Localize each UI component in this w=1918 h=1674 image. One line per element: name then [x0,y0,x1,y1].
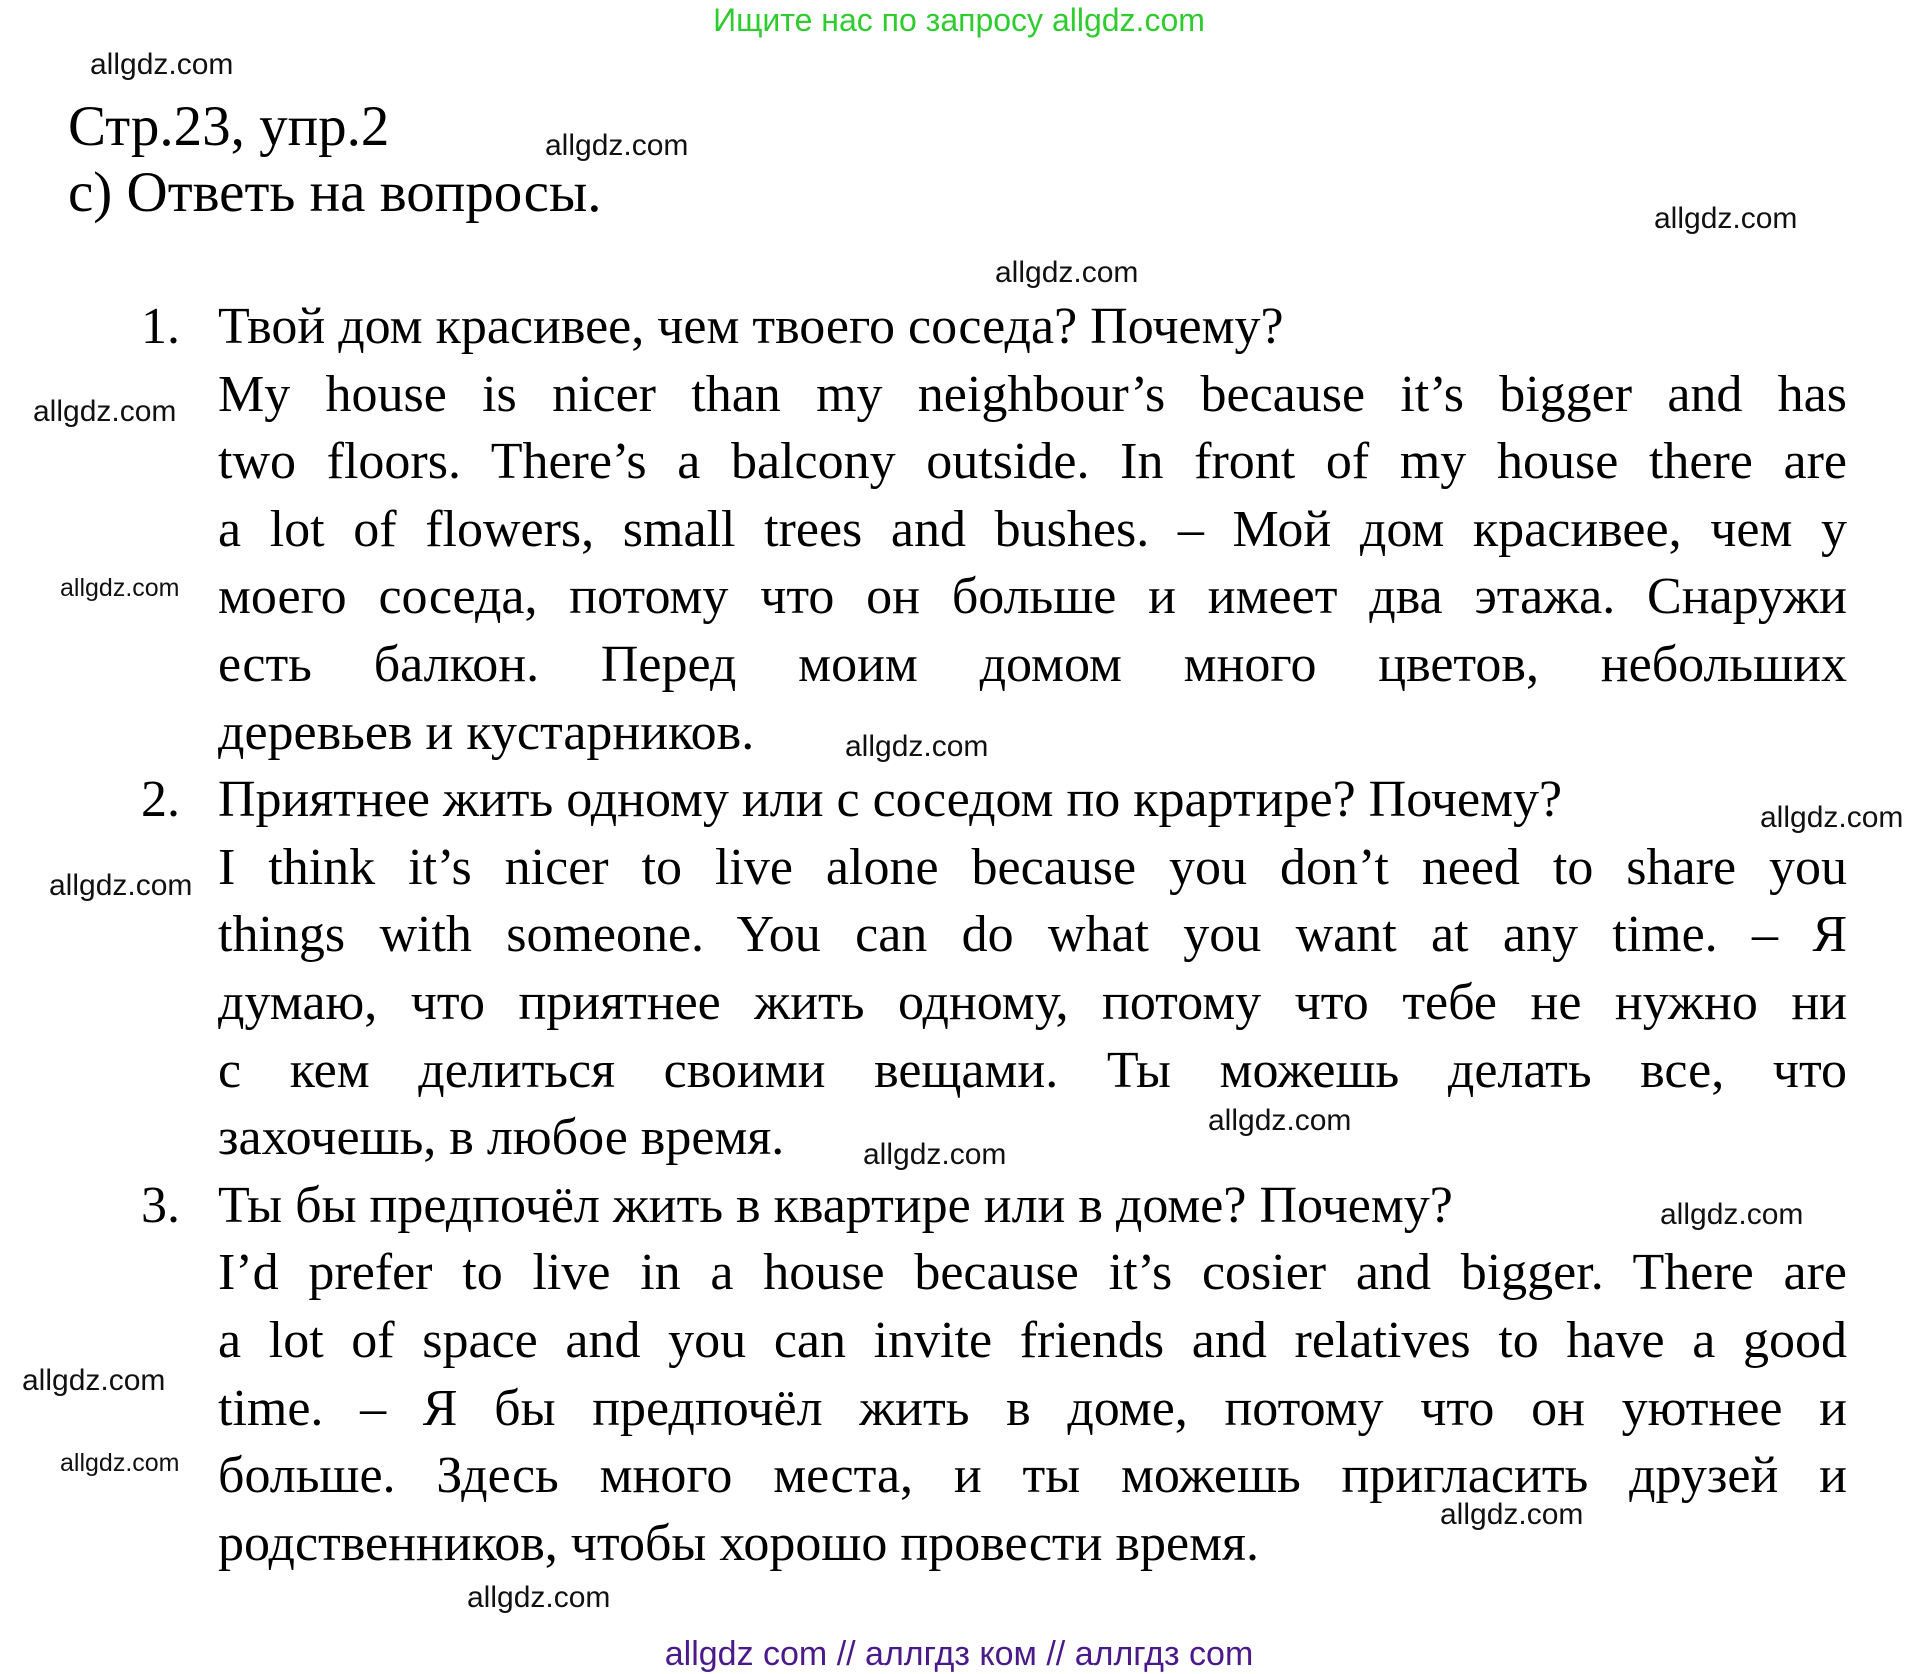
watermark: allgdz.com [1654,202,1798,235]
watermark: allgdz.com [863,1138,1007,1171]
question-1 [0,293,1918,766]
watermark: allgdz.com [845,730,989,763]
watermark: allgdz.com [1660,1198,1804,1231]
watermark: allgdz.com [545,129,689,162]
watermark: allgdz.com [49,869,193,902]
watermark: allgdz.com [1760,801,1904,834]
answer-line: моего соседа, потому что он больше и имеет два этажа. Снаружи [218,568,1847,626]
answer-line: родственников, чтобы хорошо провести время. [218,1514,1259,1572]
question-3 [0,1172,1918,1578]
watermark: allgdz.com [22,1364,166,1397]
watermark: allgdz.com [60,574,180,602]
watermark: allgdz.com [1208,1104,1352,1137]
question-number: 1. [141,298,180,355]
answer-line: больше. Здесь много места, и ты можешь пригласить друзей и [218,1447,1847,1505]
answer-line: a lot of flowers, small trees and bushes. – Мой дом красивее, чем у [218,500,1847,558]
answer-line: time. – Я бы предпочёл жить в доме, потому что он уютнее и [218,1379,1847,1437]
question-2 [0,766,1918,1172]
watermark: allgdz.com [467,1581,611,1614]
watermark: allgdz.com [1440,1498,1584,1531]
task-title: c) Ответь на вопросы. [68,161,602,224]
watermark: allgdz.com [60,1449,180,1477]
answer-line: захочешь, в любое время. [218,1109,785,1167]
answer-line: things with someone. You can do what you want at any time. – Я [218,906,1847,964]
answer-line: a lot of space and you can invite friends and relatives to have a good [218,1311,1847,1369]
question-number: 3. [141,1176,180,1234]
question-number: 2. [141,771,180,829]
answers [0,293,1918,1577]
question-text: Приятнее жить одному или с соседом по крартире? Почему? [218,771,1563,829]
watermark: allgdz.com [33,395,177,428]
question-text: Ты бы предпочёл жить в квартире или в доме? Почему? [218,1176,1453,1234]
answer-line: two floors. There’s a balcony outside. In front of my house there are [218,433,1847,491]
top-banner: Ищите нас по запросу allgdz.com [713,2,1205,38]
answer-line: My house is nicer than my neighbour’s because it’s bigger and has [218,365,1847,423]
answer-line: есть балкон. Перед моим домом много цветов, небольших [218,635,1847,693]
watermark: allgdz.com [90,48,234,81]
bottom-banner: allgdz com // аллгдз ком // аллгдз com [664,1635,1254,1673]
answer-line: думаю, что приятнее жить одному, потому что тебе не нужно ни [218,973,1847,1031]
answer-line: с кем делиться своими вещами. Ты можешь делать все, что [218,1041,1847,1099]
watermark: allgdz.com [995,256,1139,289]
answer-line: I think it’s nicer to live alone because you don’t need to share you [218,838,1847,896]
page-title: Стр.23, упр.2 [68,95,390,158]
question-text: Твой дом красивее, чем твоего соседа? Почему? [218,298,1284,355]
answer-line: деревьев и кустарников. [218,703,755,761]
answer-line: I’d prefer to live in a house because it’s cosier and bigger. There are [218,1244,1847,1302]
